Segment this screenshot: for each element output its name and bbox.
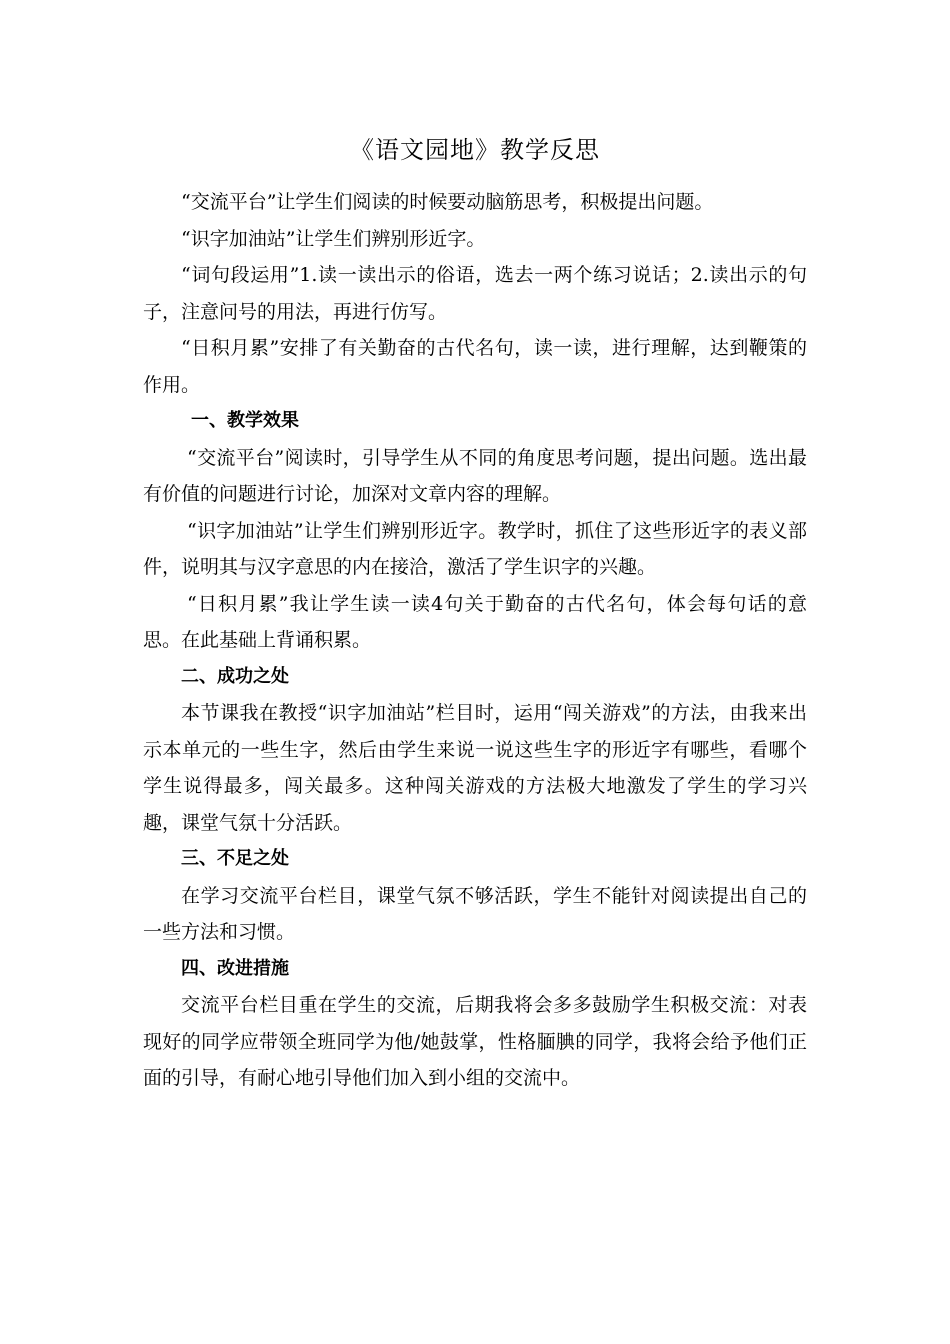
section-paragraph: 交流平台栏目重在学生的交流，后期我将会多多鼓励学生积极交流：对表现好的同学应带领全班同学为他/她鼓掌，性格腼腆的同学，我将会给予他们正面的引导，有耐心地引导他们加入到小组的交流中。 — [143, 994, 807, 1089]
intro-paragraph-accumulation: “日积月累”安排了有关勤奋的古代名句，读一读，进行理解，达到鞭策的作用。 — [143, 337, 807, 396]
intro-paragraph-exchange: “交流平台”让学生们阅读的时候要动脑筋思考，积极提出问题。 — [181, 191, 714, 213]
intro-paragraph-literacy: “识字加油站”让学生们辨别形近字。 — [181, 227, 486, 250]
section-paragraph: 本节课我在教授“识字加油站”栏目时，运用“闯关游戏”的方法，由我来出示本单元的一些生字，然后由学生来说一说这些生字的形近字有哪些，看哪个学生说得最多，闯关最多。这种闯关游戏的方法极大地激发了学生的学习兴趣，课堂气氛十分活跃。 — [143, 702, 807, 834]
document-title: 《语文园地》教学反思 — [350, 136, 600, 164]
section-paragraph: 在学习交流平台栏目，课堂气氛不够活跃，学生不能针对阅读提出自己的一些方法和习惯。 — [143, 884, 807, 943]
section-heading-shortcomings: 三、不足之处 — [181, 848, 289, 869]
section-heading-improvements: 四、改进措施 — [181, 957, 289, 979]
section-paragraph: “交流平台”阅读时，引导学生从不同的角度思考问题，提出问题。选出最有价值的问题进行讨论，加深对文章内容的理解。 — [143, 446, 807, 505]
section-heading-success: 二、成功之处 — [181, 665, 289, 687]
section-heading-teaching-effect: 一、教学效果 — [191, 410, 299, 431]
document-body — [143, 184, 807, 1097]
section-paragraph: “识字加油站”让学生们辨别形近字。教学时，抓住了这些形近字的表义部件，说明其与汉字意思的内在接洽，激活了学生识字的兴趣。 — [143, 519, 807, 578]
section-paragraph: “日积月累”我让学生读一读4句关于勤奋的古代名句，体会每句话的意思。在此基础上背诵积累。 — [143, 592, 807, 651]
intro-paragraph-sentences: “词句段运用”1.读一读出示的俗语，选去一两个练习说话；2.读出示的句子，注意问号的用法，再进行仿写。 — [143, 264, 807, 323]
